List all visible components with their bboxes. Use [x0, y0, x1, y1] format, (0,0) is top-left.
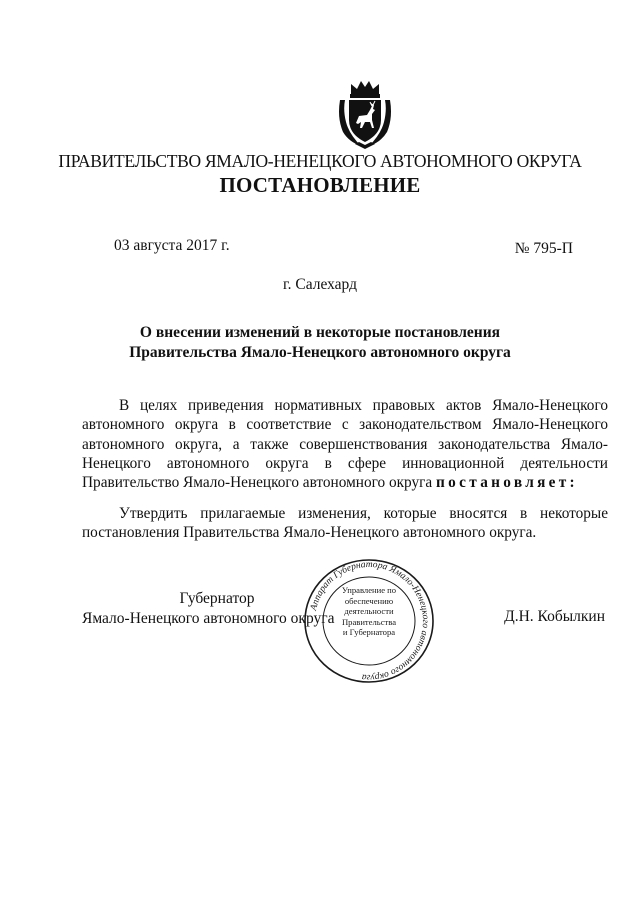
document-date: 03 августа 2017 г.	[114, 237, 230, 254]
government-title: ПРАВИТЕЛЬСТВО ЯМАЛО-НЕНЕЦКОГО АВТОНОМНОГО ОКРУГА	[58, 151, 582, 171]
signatory-name: Д.Н. Кобылкин	[504, 608, 605, 625]
stamp-line-4: Правительства	[341, 616, 397, 627]
subject-line-2: Правительства Ямало-Ненецкого автономного округа	[129, 344, 511, 361]
resolves-keyword: постановляет:	[436, 474, 578, 492]
stamp-line-3: деятельности	[344, 606, 394, 617]
coat-of-arms-emblem	[337, 78, 393, 150]
stamp-ring-text: Аппарат Губернатора Ямало-Ненецкого автономного округа	[309, 559, 431, 683]
body-paragraph-1	[82, 396, 608, 492]
document-subject	[0, 323, 640, 363]
stamp-inner-text	[312, 585, 426, 638]
paragraph-1-text: В целях приведения нормативных правовых актов Ямало-Ненецкого автономного округа в соответствие с законодательством Ямало-Ненецкого автономного округа, а также совершенствования законодательства Ямало-Ненецкого автономного округа в сфере инновационной деятельности Правительство Ямало-Ненецкого автономного округа	[82, 397, 608, 492]
stamp-line-5: и Губернатора	[342, 627, 396, 638]
document-type-heading: ПОСТАНОВЛЕНИЕ	[219, 173, 421, 197]
body-paragraph-2	[82, 504, 608, 543]
signatory-title-line-1: Губернатор	[179, 590, 255, 607]
paragraph-2-text: Утвердить прилагаемые изменения, которые вносятся в некоторые постановления Правительства Ямало-Ненецкого автономного округа.	[82, 505, 608, 542]
document-city: г. Салехард	[283, 276, 357, 293]
stamp-line-1: Управление по	[341, 585, 397, 595]
document-number: № 795-П	[514, 240, 573, 257]
stamp-line-2: обеспечению	[344, 595, 394, 606]
subject-line-1: О внесении изменений в некоторые постановления	[139, 324, 501, 341]
signatory-title-line-2: Ямало-Ненецкого автономного округа	[82, 610, 335, 627]
